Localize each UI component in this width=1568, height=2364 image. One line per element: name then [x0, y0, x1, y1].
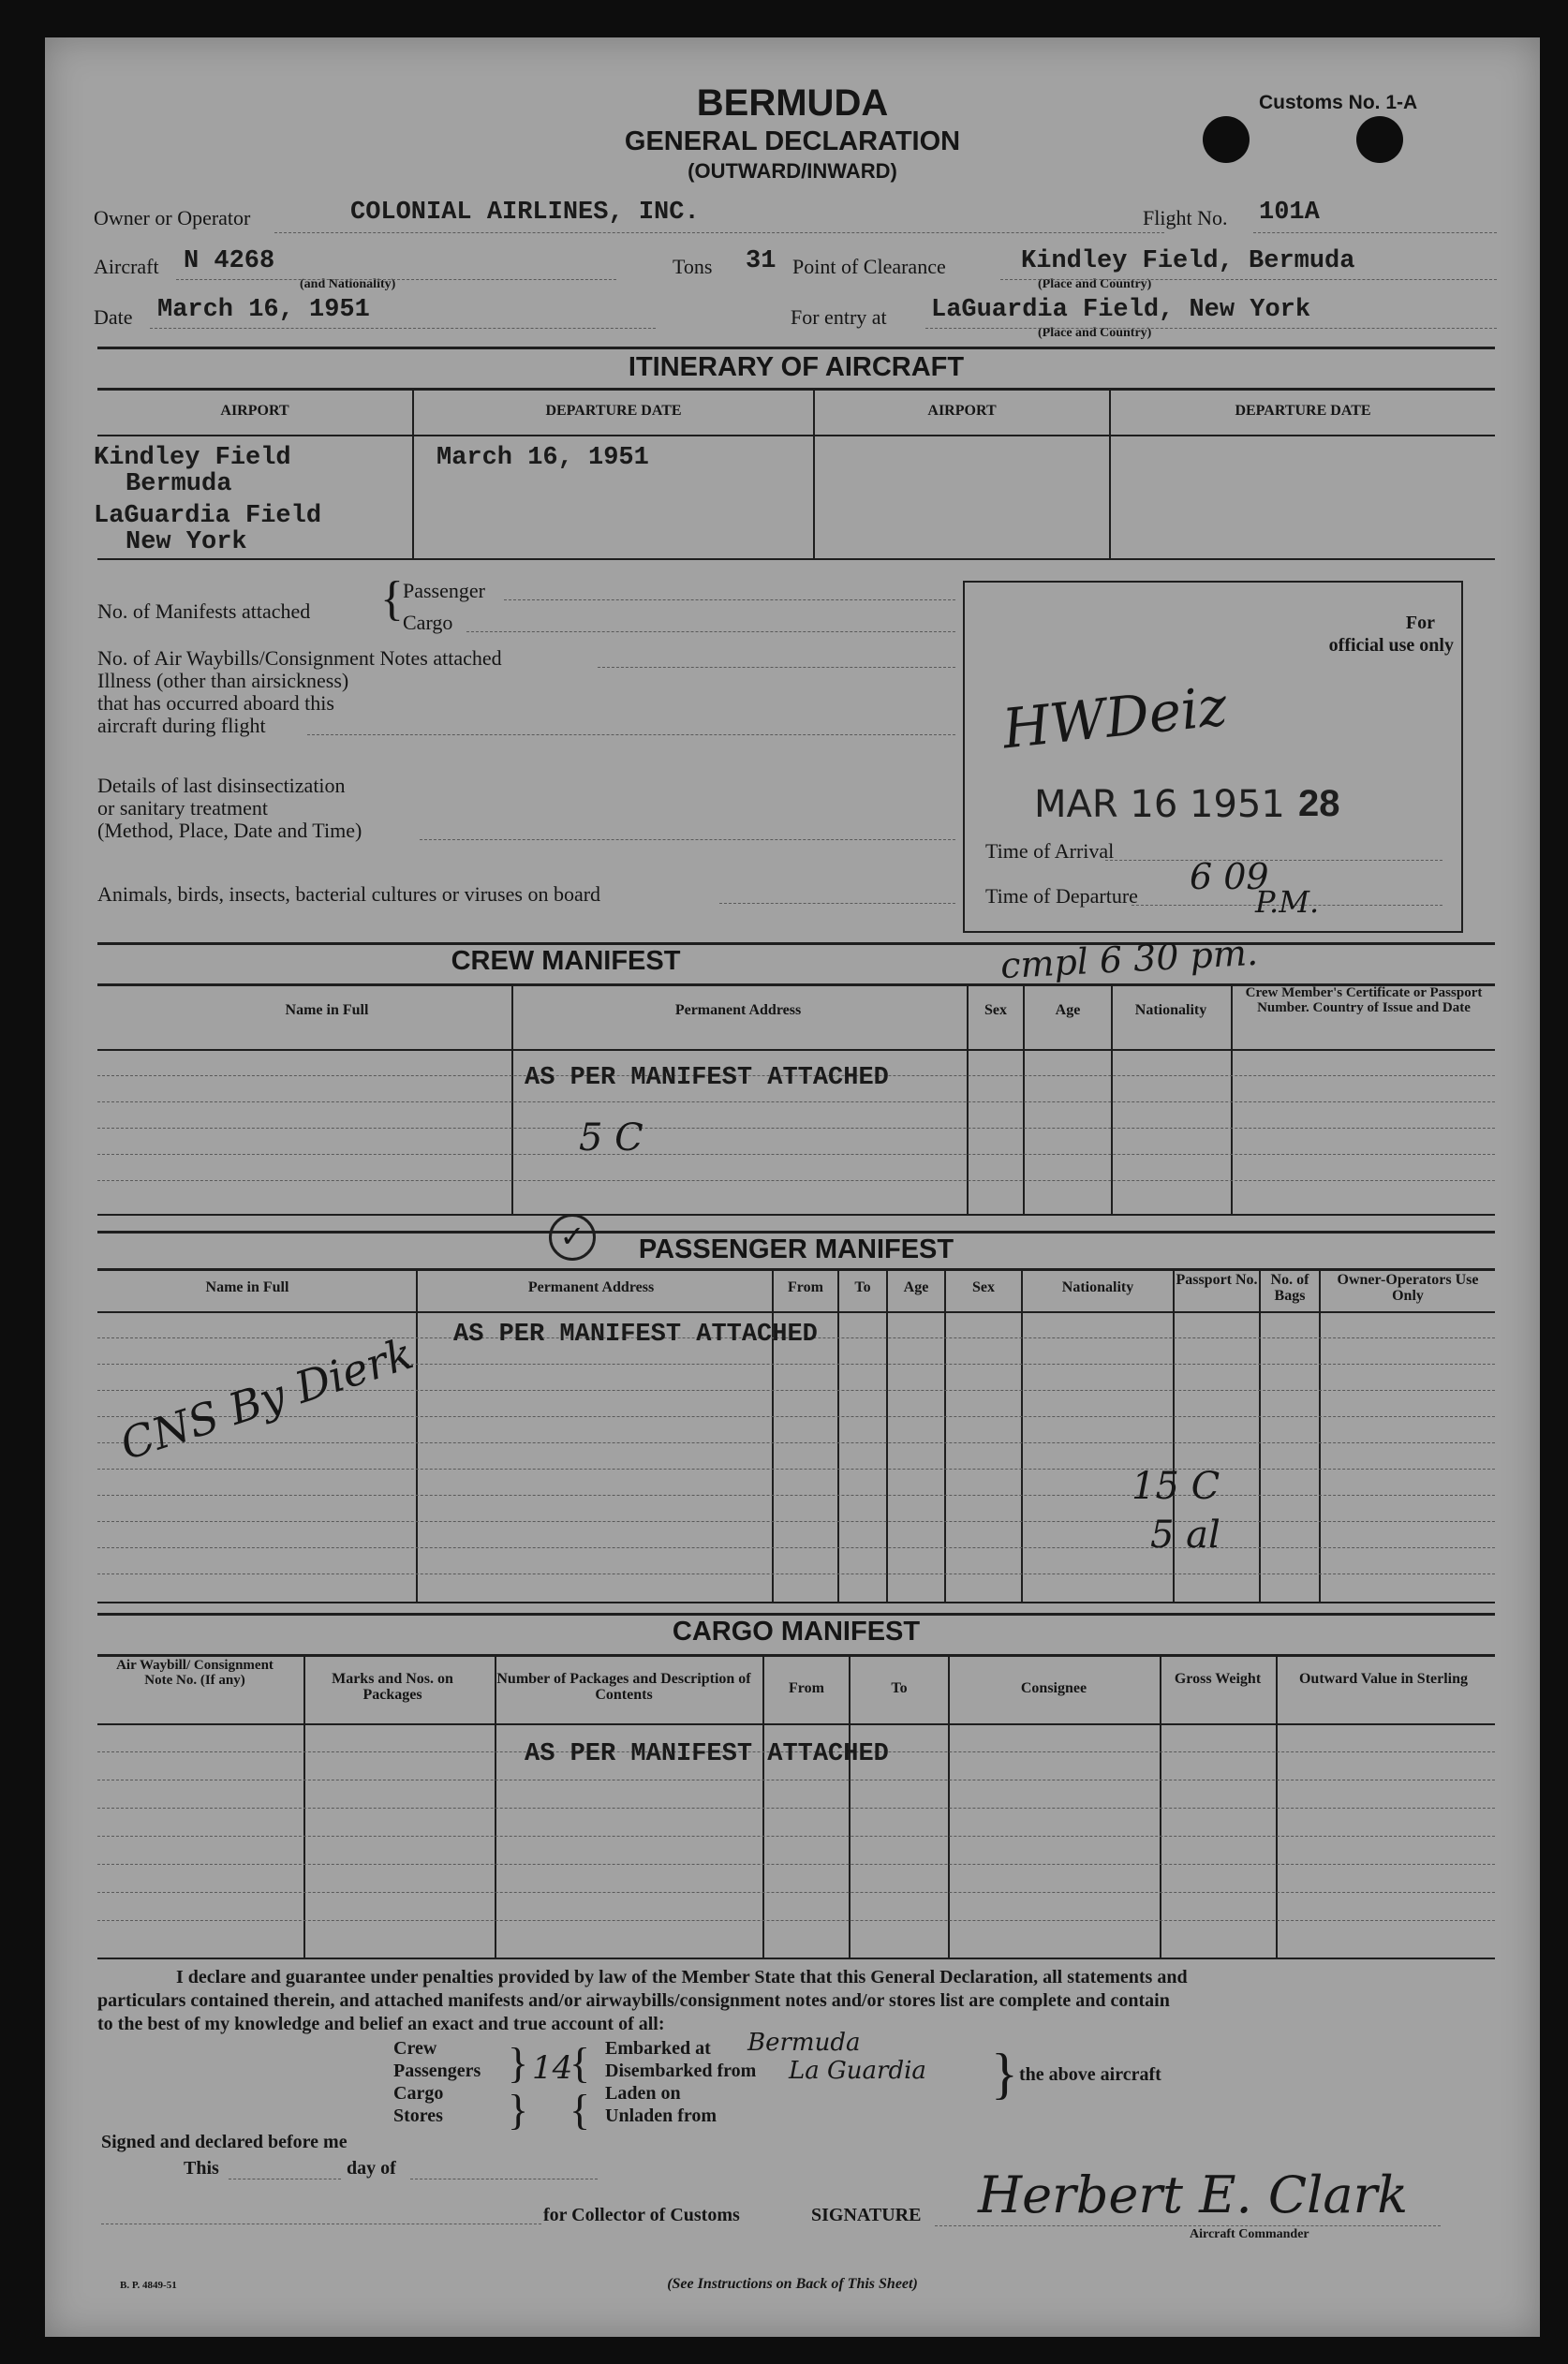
decl-embarked-hw: Bermuda [747, 2029, 861, 2057]
decl-disembarked-label: Disembarked from [605, 2061, 757, 2081]
pax-col-owner: Owner-Operators Use Only [1337, 1272, 1479, 1304]
illness-line-1: Illness (other than airsickness) [97, 669, 349, 692]
pax-col-address: Permanent Address [527, 1279, 655, 1295]
passenger-count-hw-2: 5 al [1150, 1514, 1220, 1557]
crew-completion-note: cmpl 6 30 pm. [999, 931, 1259, 987]
received-stamp-date: MAR 16 1951 [1034, 783, 1285, 826]
clearance-label: Point of Clearance [792, 255, 946, 278]
itinerary-airport-line-2: Bermuda [126, 470, 232, 498]
crew-attached-note: AS PER MANIFEST ATTACHED [525, 1064, 889, 1092]
owner-label: Owner or Operator [94, 206, 251, 229]
pax-col-sex: Sex [972, 1279, 995, 1295]
document-title: BERMUDA [696, 82, 889, 124]
official-title-2: official use only [1328, 635, 1454, 656]
decl-laden-label: Laden on [605, 2083, 681, 2104]
official-use-box [963, 581, 1463, 933]
decl-cargo-label: Cargo [393, 2083, 444, 2104]
itinerary-departure-date: March 16, 1951 [436, 444, 649, 472]
illness-line-2: that has occurred aboard this [97, 691, 334, 715]
passenger-attached-note: AS PER MANIFEST ATTACHED [453, 1321, 818, 1349]
disinsect-line-3: (Method, Place, Date and Time) [97, 819, 362, 842]
departure-time-hw-2: P.M. [1255, 884, 1320, 920]
collector-label: for Collector of Customs [543, 2205, 740, 2225]
brace: { [570, 2039, 591, 2087]
pax-col-age: Age [903, 1279, 929, 1295]
aircraft-value: N 4268 [184, 247, 275, 275]
owner-value: COLONIAL AIRLINES, INC. [350, 199, 700, 227]
decl-crew-label: Crew [393, 2038, 437, 2059]
flight-label: Flight No. [1143, 206, 1228, 229]
tons-label: Tons [673, 255, 713, 278]
pax-col-passport: Passport No. [1176, 1272, 1258, 1288]
brace: } [991, 2043, 1018, 2105]
decl-passengers-label: Passengers [393, 2061, 481, 2081]
itinerary-airport-line-4: New York [126, 528, 247, 556]
brace: } [508, 2039, 529, 2087]
tons-value: 31 [746, 247, 777, 275]
passenger-margin-note: CNS By Dierk [114, 1327, 420, 1470]
official-signature: HWDeiz [999, 673, 1231, 761]
flight-value: 101A [1259, 199, 1320, 227]
itinerary-col-airport-1: AIRPORT [220, 403, 289, 419]
crew-col-name: Name in Full [285, 1002, 369, 1018]
itinerary-col-departure-1: DEPARTURE DATE [545, 403, 682, 419]
passenger-count-hw-1: 15 C [1132, 1465, 1220, 1508]
disinsect-line-1: Details of last disinsectization [97, 774, 346, 797]
document-subtitle: GENERAL DECLARATION [624, 126, 961, 156]
cargo-col-from: From [789, 1680, 824, 1696]
itinerary-col-airport-2: AIRPORT [927, 403, 997, 419]
crew-col-certificate: Crew Member's Certificate or Passport Number. Country of Issue and Date [1245, 985, 1483, 1015]
crew-col-address: Permanent Address [674, 1002, 802, 1018]
decl-count-hw: 14 [532, 2049, 573, 2087]
decl-disembarked-hw: La Guardia [789, 2057, 926, 2085]
cargo-col-weight: Gross Weight [1174, 1671, 1262, 1687]
cargo-col-marks: Marks and Nos. on Packages [332, 1671, 453, 1703]
pax-col-bags: No. of Bags [1270, 1272, 1309, 1304]
signature-label: SIGNATURE [811, 2205, 922, 2225]
manifest-passenger-label: Passenger [403, 579, 485, 602]
crew-col-age: Age [1055, 1002, 1081, 1018]
entry-value: LaGuardia Field, New York [931, 296, 1311, 324]
place-country-note: (Place and Country) [1038, 277, 1152, 291]
pax-col-to: To [854, 1279, 871, 1295]
pax-col-name: Name in Full [205, 1279, 289, 1295]
cargo-col-to: To [891, 1680, 908, 1696]
crew-count-hw: 5 C [579, 1116, 643, 1160]
customs-number: Customs No. 1-A [1259, 92, 1418, 113]
aircraft-label: Aircraft [94, 255, 159, 278]
itinerary-airport-line-3: LaGuardia Field [94, 502, 322, 530]
manifests-label: No. of Manifests attached [97, 599, 311, 623]
waybills-label: No. of Air Waybills/Consignment Notes attached [97, 646, 502, 670]
cargo-col-packages: Number of Packages and Description of Contents [496, 1671, 751, 1703]
brace: { [380, 572, 404, 626]
crew-col-nationality: Nationality [1134, 1002, 1207, 1018]
declaration-line-2: particulars contained therein, and attached manifests and/or airwaybills/consignment notes and/or stores list are complete and contain [97, 1990, 1170, 2011]
departure-label: Time of Departure [985, 884, 1138, 908]
arrival-label: Time of Arrival [985, 839, 1115, 863]
passenger-check-mark: ✓ [549, 1214, 596, 1261]
declaration-sheet [45, 37, 1540, 2337]
brace: } [508, 2086, 529, 2134]
commander-signature: Herbert E. Clark [978, 2165, 1409, 2224]
above-aircraft-label: the above aircraft [1019, 2064, 1161, 2085]
disinsect-line-2: or sanitary treatment [97, 796, 269, 820]
cargo-col-consignee: Consignee [1020, 1680, 1087, 1696]
passenger-manifest-title: PASSENGER MANIFEST [638, 1234, 954, 1264]
cargo-manifest-title: CARGO MANIFEST [672, 1617, 921, 1647]
pax-col-from: From [788, 1279, 823, 1295]
brace: { [570, 2086, 591, 2134]
form-number: B. P. 4849-51 [120, 2280, 177, 2291]
animals-label: Animals, birds, insects, bacterial cultures or viruses on board [97, 882, 601, 906]
signed-label: Signed and declared before me [101, 2132, 348, 2152]
date-label: Date [94, 305, 133, 329]
manifest-cargo-label: Cargo [403, 611, 453, 634]
itinerary-title: ITINERARY OF AIRCRAFT [628, 352, 965, 382]
itinerary-airport-line-1: Kindley Field [94, 444, 291, 472]
day-of-label: day of [347, 2158, 396, 2179]
decl-unladen-label: Unladen from [605, 2105, 717, 2126]
direction-note: (OUTWARD/INWARD) [688, 159, 897, 183]
place-country-note-2: (Place and Country) [1038, 326, 1152, 340]
entry-label: For entry at [791, 305, 887, 329]
nationality-note: (and Nationality) [300, 277, 396, 291]
decl-stores-label: Stores [393, 2105, 443, 2126]
crew-col-sex: Sex [984, 1002, 1007, 1018]
this-label: This [184, 2158, 219, 2179]
illness-line-3: aircraft during flight [97, 714, 266, 737]
pax-col-nationality: Nationality [1061, 1279, 1134, 1295]
cargo-col-value: Outward Value in Sterling [1298, 1671, 1469, 1687]
departure-time-hw: 6 09 [1190, 856, 1269, 897]
received-stamp-number: 28 [1298, 783, 1340, 824]
declaration-line-3: to the best of my knowledge and belief an exact and true account of all: [97, 2014, 665, 2034]
cargo-attached-note: AS PER MANIFEST ATTACHED [525, 1740, 889, 1768]
clearance-value: Kindley Field, Bermuda [1021, 247, 1355, 275]
declaration-line-1: I declare and guarantee under penalties provided by law of the Member State that this General Declaration, all statements and [176, 1967, 1188, 1987]
date-value: March 16, 1951 [157, 296, 370, 324]
instructions-note: (See Instructions on Back of This Sheet) [667, 2276, 918, 2292]
official-title-1: For [1405, 613, 1435, 633]
decl-embarked-label: Embarked at [605, 2038, 711, 2059]
itinerary-col-departure-2: DEPARTURE DATE [1235, 403, 1371, 419]
commander-label: Aircraft Commander [1190, 2227, 1309, 2241]
cargo-col-waybill: Air Waybill/ Consignment Note No. (If any) [116, 1658, 274, 1688]
crew-manifest-title: CREW MANIFEST [451, 946, 681, 976]
